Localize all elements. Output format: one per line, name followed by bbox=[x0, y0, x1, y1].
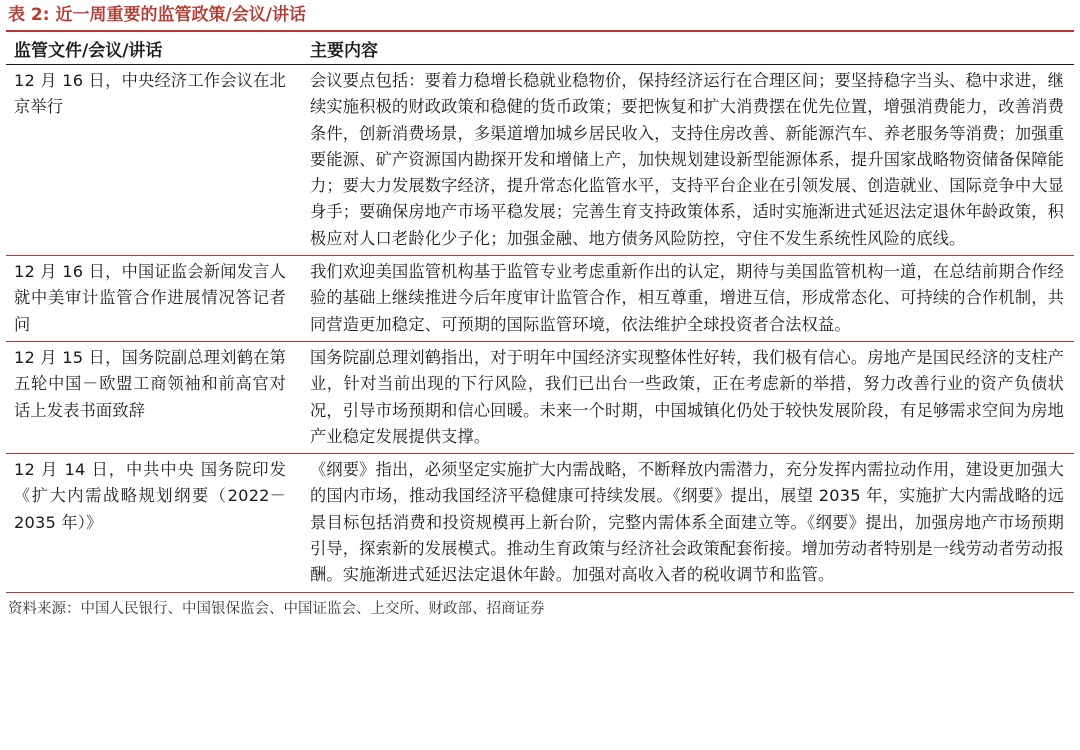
table-row bbox=[6, 65, 1074, 256]
table-title-text: 近一周重要的监管政策/会议/讲话 bbox=[55, 5, 306, 25]
policy-table bbox=[6, 32, 1074, 593]
table-row bbox=[6, 256, 1074, 342]
source-note: 资料来源：中国人民银行、中国银保监会、中国证监会、上交所、财政部、招商证券 bbox=[8, 600, 545, 617]
table-header-row bbox=[6, 32, 1074, 65]
event-cell: 12 月 15 日，国务院副总理刘鹤在第五轮中国－欧盟工商领袖和前高官对话上发表书面致辞 bbox=[6, 341, 302, 453]
content-cell: 《纲要》指出，必须坚定实施扩大内需战略，不断释放内需潜力，充分发挥内需拉动作用，建设更加强大的国内市场，推动我国经济平稳健康可持续发展。《纲要》提出，展望 2035 年，实施扩大内需战略的远景目标包括消费和投资规模再上新台阶，完整内需体系全面建立等。《纲要》提出，加强房地产市场预期引导，探索新的发展模式。推动生育政策与经济社会政策配套衔接。增加劳动者特别是一线劳动者劳动报酬。实施渐进式延迟法定退休年龄。加强对高收入者的税收调节和监管。 bbox=[302, 454, 1074, 592]
column-header-content: 主要内容 bbox=[302, 32, 1074, 65]
event-cell: 12 月 16 日，中国证监会新闻发言人就中美审计监管合作进展情况答记者问 bbox=[6, 256, 302, 342]
column-header-event: 监管文件/会议/讲话 bbox=[6, 32, 302, 65]
table-row bbox=[6, 341, 1074, 453]
event-cell: 12 月 14 日，中共中央 国务院印发《扩大内需战略规划纲要（2022－2035 年）》 bbox=[6, 454, 302, 592]
table-row bbox=[6, 454, 1074, 592]
content-cell: 会议要点包括：要着力稳增长稳就业稳物价，保持经济运行在合理区间；要坚持稳字当头、稳中求进，继续实施积极的财政政策和稳健的货币政策；要把恢复和扩大消费摆在优先位置，增强消费能力，改善消费条件，创新消费场景，多渠道增加城乡居民收入，支持住房改善、新能源汽车、养老服务等消费；加强重要能源、矿产资源国内勘探开发和增储上产，加快规划建设新型能源体系，提升国家战略物资储备保障能力；要大力发展数字经济，提升常态化监管水平，支持平台企业在引领发展、创造就业、国际竞争中大显身手；要确保房地产市场平稳发展；完善生育支持政策体系，适时实施渐进式延迟法定退休年龄政策，积极应对人口老龄化少子化；加强金融、地方债务风险防控，守住不发生系统性风险的底线。 bbox=[302, 65, 1074, 256]
table-title bbox=[6, 0, 1074, 32]
content-cell: 国务院副总理刘鹤指出，对于明年中国经济实现整体性好转，我们极有信心。房地产是国民经济的支柱产业，针对当前出现的下行风险，我们已出台一些政策，正在考虑新的举措，努力改善行业的资产负债状况，引导市场预期和信心回暖。未来一个时期，中国城镇化仍处于较快发展阶段，有足够需求空间为房地产业稳定发展提供支撑。 bbox=[302, 341, 1074, 453]
event-cell: 12 月 16 日，中央经济工作会议在北京举行 bbox=[6, 65, 302, 256]
content-cell: 我们欢迎美国监管机构基于监管专业考虑重新作出的认定，期待与美国监管机构一道，在总结前期合作经验的基础上继续推进今后年度审计监管合作，相互尊重，增进互信，形成常态化、可持续的合作机制，共同营造更加稳定、可预期的国际监管环境，依法维护全球投资者合法权益。 bbox=[302, 256, 1074, 342]
table-number: 表 2: bbox=[8, 5, 50, 25]
